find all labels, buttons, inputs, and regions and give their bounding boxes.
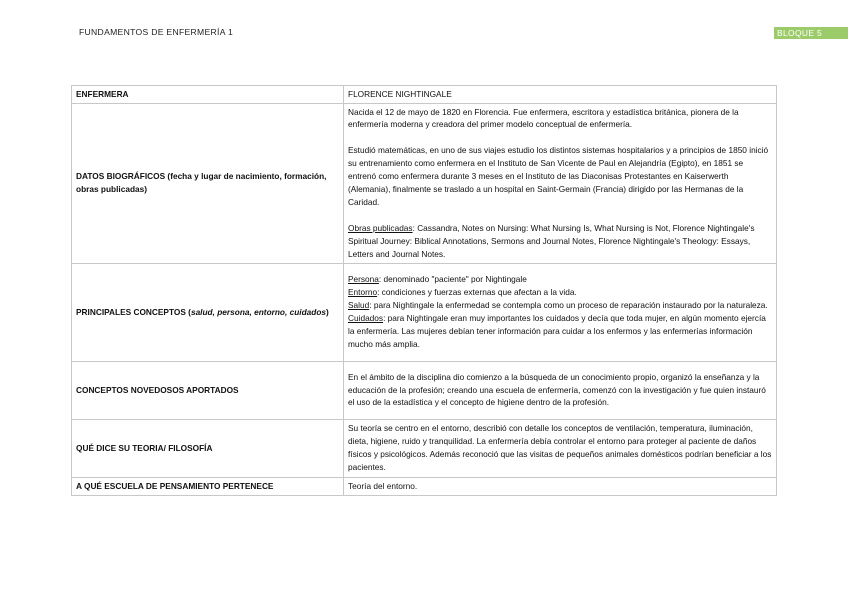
concept-salud <box>348 299 772 312</box>
concept-persona <box>348 273 772 286</box>
concept-salud-text: : para Nightingale la enfermedad se contempla como un proceso de reparación instaurado por la naturaleza. <box>369 300 768 311</box>
main-concepts-label: PRINCIPALES CONCEPTOS <box>76 306 186 317</box>
published-works-text: : Cassandra, Notes on Nursing: What Nursing Is, What Nursing is Not, Florence Nightingale's Spiritual Journey: Biblical Annotations, Sermons and Journal Notes, Florence Nightingale's Theology: Essays, Letters and Journal Notes. <box>348 222 755 259</box>
philosophy-label-cell <box>72 420 344 478</box>
main-concepts-content-cell <box>344 264 777 362</box>
biographical-label-cell <box>72 104 344 264</box>
new-concepts-text: En el ámbito de la disciplina dio comienzo a la búsqueda de un conocimiento propio, organizó la enseñanza y la educación de la profesión; creando una escuela de enfermería, comenzó con la investigación y fue quien instauró el uso de la estadística y el concepto de higiene dentro de la profesión. <box>348 371 766 408</box>
header-label: ENFERMERA <box>76 88 129 99</box>
main-concepts-label-cell <box>72 264 344 362</box>
school-text: Teoría del entorno. <box>348 480 418 491</box>
concept-salud-label: Salud <box>348 300 370 311</box>
main-concepts-paren-close: ) <box>326 306 329 317</box>
concept-entorno-label: Entorno <box>348 287 378 298</box>
header-value-cell <box>344 86 777 104</box>
section-badge: BLOQUE 5 <box>774 27 848 39</box>
school-label-cell <box>72 478 344 496</box>
nurse-name: FLORENCE NIGHTINGALE <box>348 88 452 99</box>
new-concepts-label-cell <box>72 362 344 420</box>
biographical-label-note: (fecha y lugar de nacimiento, formación, obras publicadas) <box>76 171 327 194</box>
concept-entorno-text: : condiciones y fuerzas externas que afectan a la vida. <box>377 287 577 298</box>
concept-persona-text: : denominado "paciente" por Nightingale <box>378 274 527 285</box>
school-content-cell <box>344 478 777 496</box>
table-row-biographical <box>72 104 777 264</box>
philosophy-label: QUÉ DICE SU TEORIA/ FILOSOFÍA <box>76 442 213 453</box>
nurse-info-table <box>71 85 777 496</box>
main-concepts-note: salud, persona, entorno, cuidados <box>190 306 327 317</box>
new-concepts-content-cell <box>344 362 777 420</box>
table-row-new-concepts <box>72 362 777 420</box>
table-row-school <box>72 478 777 496</box>
table-row-header <box>72 86 777 104</box>
concept-cuidados <box>348 312 772 351</box>
philosophy-content-cell <box>344 420 777 478</box>
header-label-cell <box>72 86 344 104</box>
document-header-title: FUNDAMENTOS DE ENFERMERÍA 1 <box>79 27 234 37</box>
concept-persona-label: Persona <box>348 274 379 285</box>
philosophy-text: Su teoría se centro en el entorno, describió con detalle los conceptos de ventilación, temperatura, iluminación, dieta, higiene, ruido y tranquilidad. La enfermería debía controlar el entorno para proteger al paciente de daños físicos y psicológicos. Además reconoció que las visitas de pequeños animales domésticos podrían beneficiar a los pacientes. <box>348 423 772 472</box>
biography-paragraph-1: Nacida el 12 de mayo de 1820 en Florencia. Fue enfermera, escritora y estadística británica, pionera de la enfermería moderna y creadora del primer modelo conceptual de enfermería. <box>348 106 739 130</box>
concept-entorno <box>348 286 772 299</box>
published-works <box>348 222 772 261</box>
biographical-label: DATOS BIOGRÁFICOS <box>76 171 166 182</box>
concept-cuidados-text: : para Nightingale eran muy importantes los cuidados y decía que toda mujer, en algún momento ejercía la enfermería. Las mujeres debían tener información para cuidar a los enfermos y las enfermerías información mucho más amplia. <box>348 313 766 349</box>
biography-paragraph-2: Estudió matemáticas, en uno de sus viajes estudio los distintos sistemas hospitalarios y a principios de 1850 inició su entrenamiento como enfermera en el Instituto de San Vicente de Paul en Alejandría (Egipto), en 1851 se entrenó como enfermera durante 3 meses en el Instituto de las Diaconisas Protestantes en Kaiserwerth (Alemania), finalmente se traslado a un hospital en Saint-Germain (Francia) dirigido por las Hermanas de la Caridad. <box>348 145 769 207</box>
new-concepts-label: CONCEPTOS NOVEDOSOS APORTADOS <box>76 384 239 395</box>
biographical-content-cell <box>344 104 777 264</box>
concept-cuidados-label: Cuidados <box>348 313 384 323</box>
table-row-main-concepts <box>72 264 777 362</box>
school-label: A QUÉ ESCUELA DE PENSAMIENTO PERTENECE <box>76 480 274 491</box>
table-row-philosophy <box>72 420 777 478</box>
main-concepts-paren-open: ( <box>185 306 191 317</box>
published-works-label: Obras publicadas <box>348 222 413 233</box>
